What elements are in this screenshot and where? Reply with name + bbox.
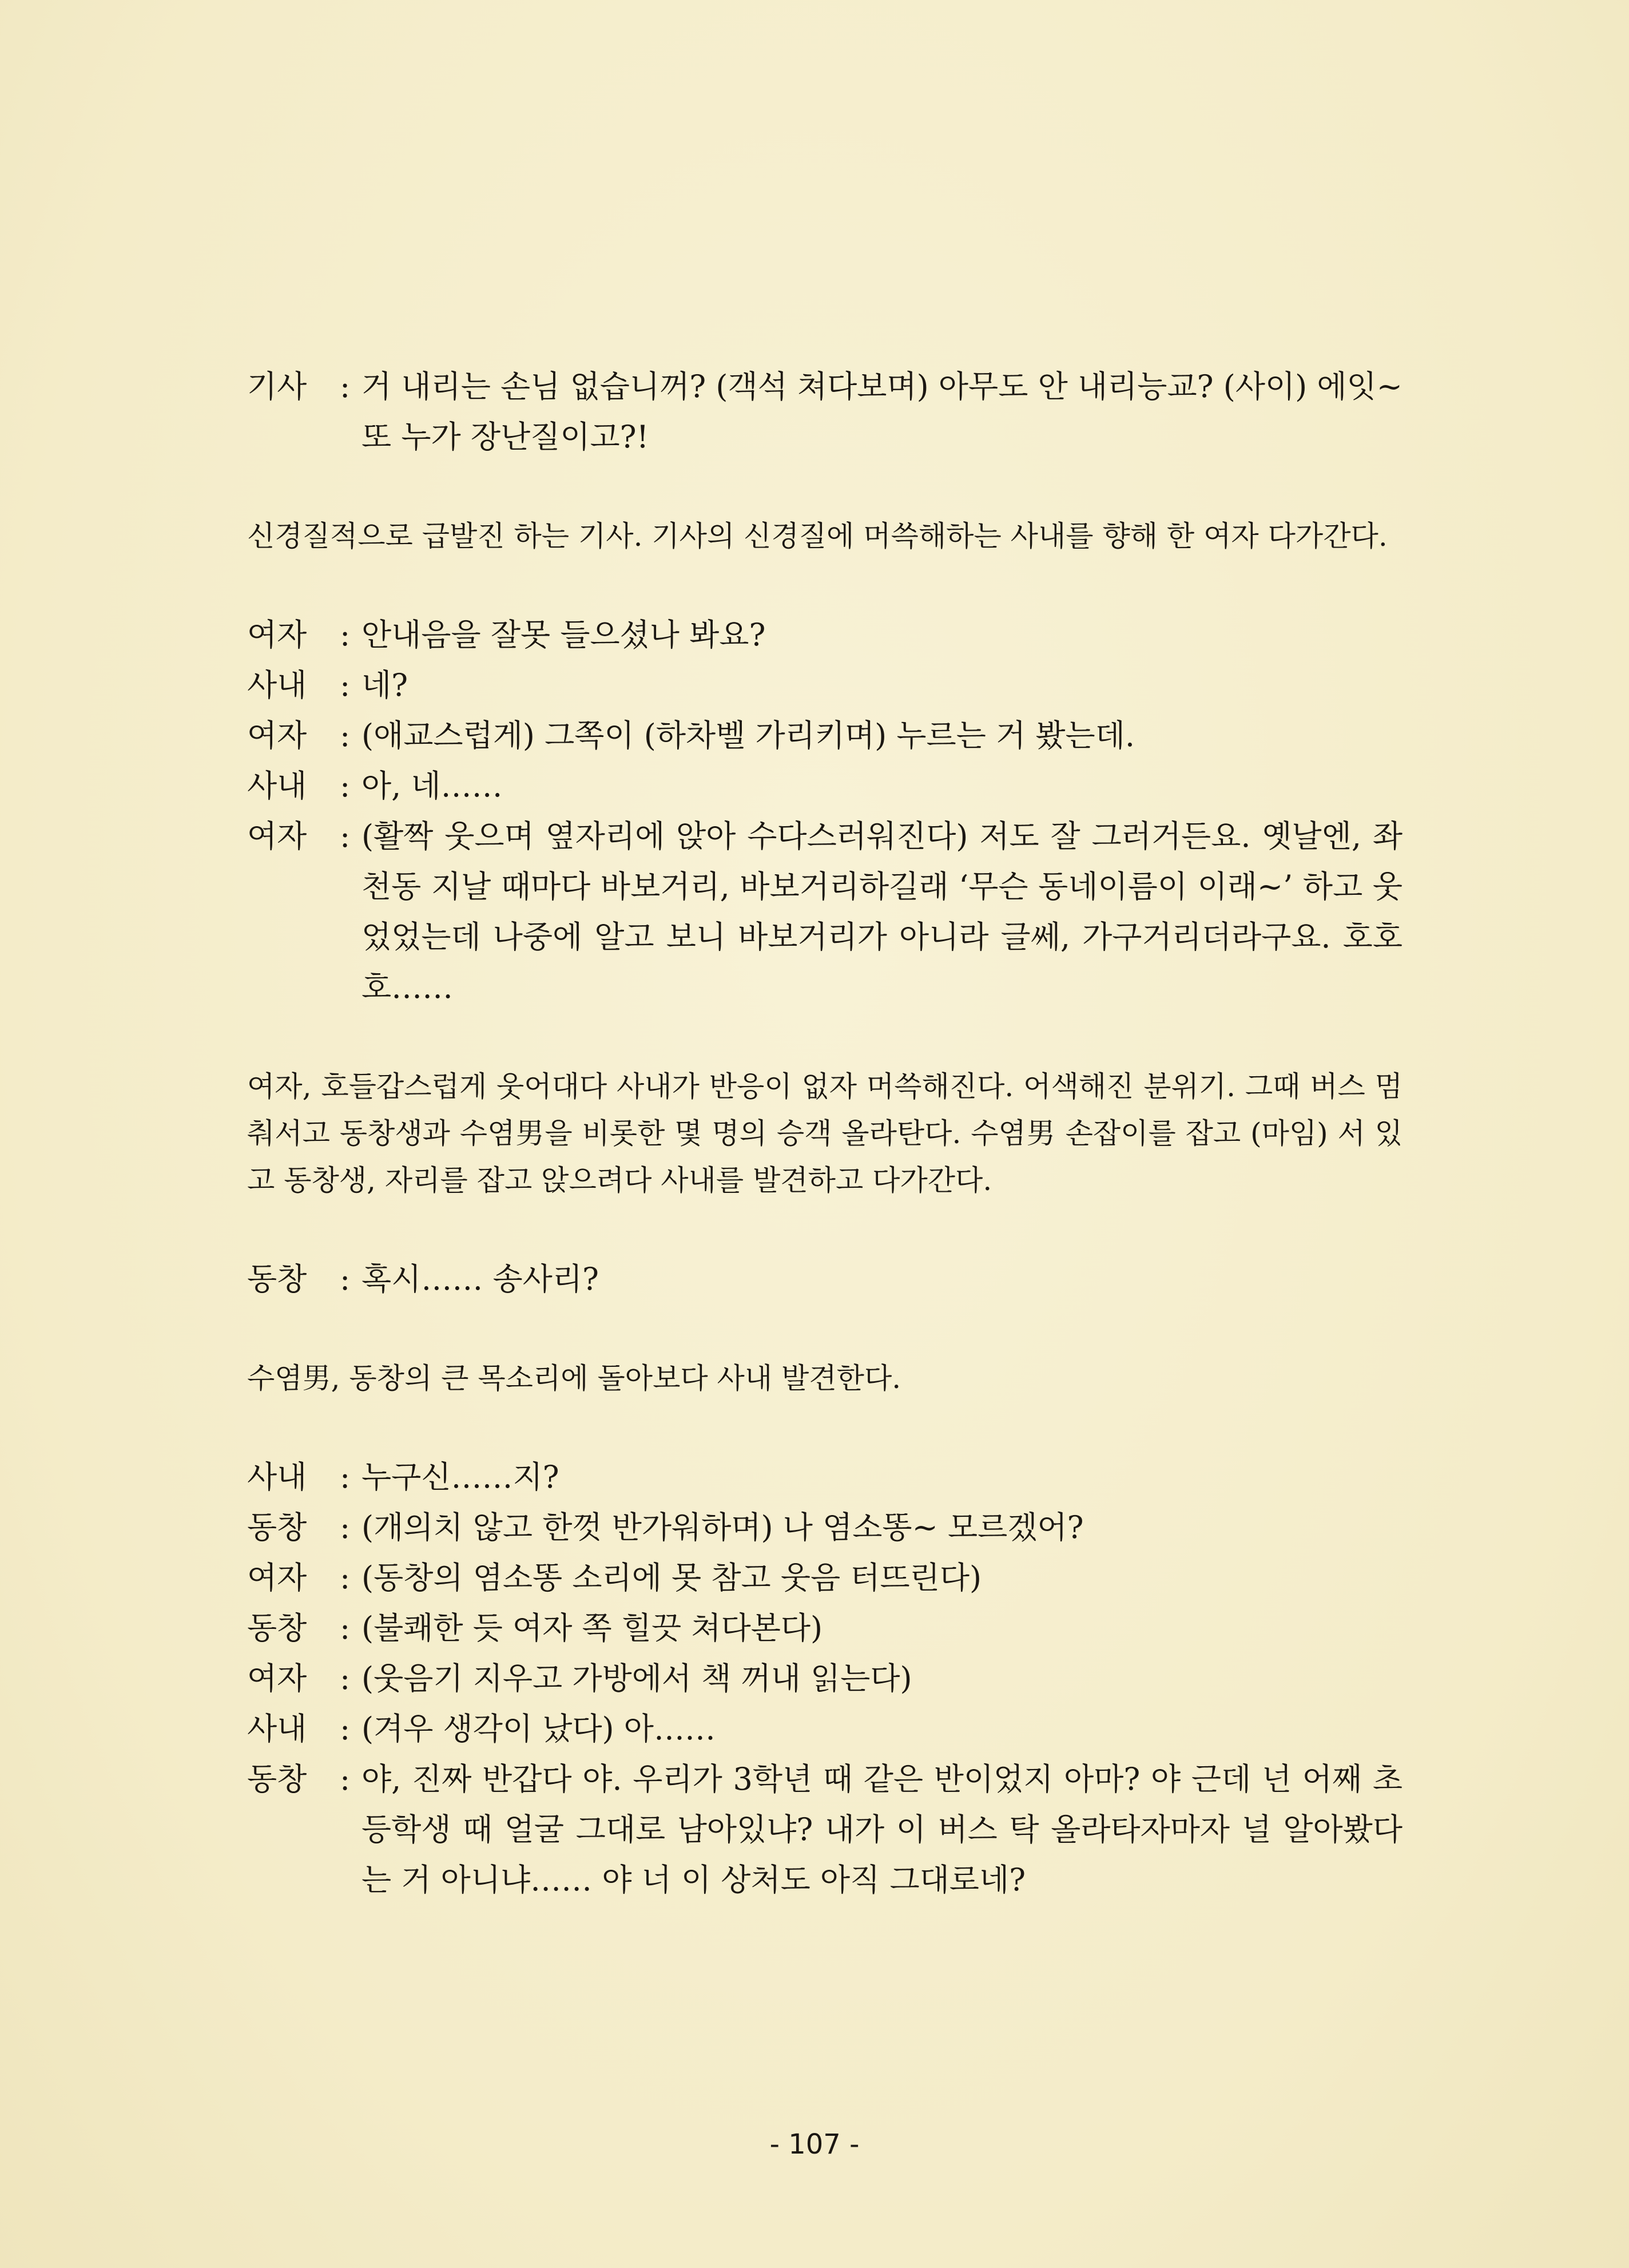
dialogue-line — [247, 1254, 1402, 1305]
speaker-colon: : — [340, 818, 351, 854]
dialogue-line — [247, 711, 1402, 761]
speaker-name: 사내 — [247, 768, 307, 804]
speaker-colon: : — [340, 667, 351, 703]
paragraph-gap — [247, 1305, 1402, 1355]
dialogue-line — [247, 610, 1402, 660]
speaker-colon: : — [340, 1459, 351, 1495]
dialogue-line — [247, 1452, 1402, 1502]
dialogue-text: 안내음을 잘못 들으셨나 봐요? — [361, 617, 766, 653]
speaker-colon: : — [340, 1660, 351, 1696]
dialogue-line — [247, 362, 1402, 462]
dialogue-text: (활짝 웃으며 옆자리에 앉아 수다스러워진다) 저도 잘 그러거든요. 옛날엔, 좌천동 지날 때마다 바보거리, 바보거리하길래 ‘무슨 동네이름이 이래~’ 하고 웃었었는데 나중에 알고 보니 바보거리가 아니라 글쎄, 가구거리더라구요. 호호호…… — [361, 818, 1402, 1005]
stage-direction: 수염男, 동창의 큰 목소리에 돌아보다 사내 발견한다. — [247, 1362, 901, 1395]
page-number: - 107 - — [769, 2128, 860, 2160]
dialogue-text: 누구신……지? — [361, 1459, 559, 1495]
speaker-colon: : — [340, 1711, 351, 1747]
dialogue-text: (불쾌한 듯 여자 쪽 힐끗 쳐다본다) — [361, 1610, 823, 1646]
speaker-colon: : — [340, 768, 351, 804]
dialogue-line — [247, 660, 1402, 711]
paragraph-gap — [247, 1402, 1402, 1452]
dialogue-line — [247, 1603, 1402, 1654]
speaker-name: 사내 — [247, 667, 307, 703]
speaker-colon: : — [340, 717, 351, 754]
speaker-name: 사내 — [247, 1711, 307, 1747]
dialogue-text: 네? — [361, 667, 408, 703]
dialogue-text: 아, 네…… — [361, 768, 503, 804]
speaker-colon: : — [340, 368, 351, 405]
speaker-colon: : — [340, 1560, 351, 1596]
dialogue-text: (겨우 생각이 났다) 아…… — [361, 1711, 716, 1747]
dialogue-line — [247, 1654, 1402, 1704]
speaker-colon: : — [340, 617, 351, 653]
dialogue-text: (동창의 염소똥 소리에 못 참고 웃음 터뜨린다) — [361, 1560, 982, 1596]
speaker-colon: : — [340, 1261, 351, 1297]
speaker-colon: : — [340, 1761, 351, 1797]
speaker-colon: : — [340, 1610, 351, 1646]
paragraph-gap — [247, 1204, 1402, 1254]
speaker-name: 동창 — [247, 1761, 307, 1797]
speaker-name: 여자 — [247, 717, 307, 754]
speaker-name: 여자 — [247, 617, 307, 653]
dialogue-text: 거 내리는 손님 없습니꺼? (객석 쳐다보며) 아무도 안 내리능교? (사이) 에잇~ 또 누가 장난질이고?! — [361, 368, 1402, 455]
dialogue-line — [247, 1704, 1402, 1754]
dialogue-text: (개의치 않고 한껏 반가워하며) 나 염소똥~ 모르겠어? — [361, 1509, 1084, 1545]
dialogue-text: 혹시…… 송사리? — [361, 1261, 599, 1297]
speaker-name: 여자 — [247, 818, 307, 854]
speaker-name: 사내 — [247, 1459, 307, 1495]
speaker-name: 여자 — [247, 1560, 307, 1596]
paragraph-gap — [247, 560, 1402, 610]
dialogue-text: (애교스럽게) 그쪽이 (하차벨 가리키며) 누르는 거 봤는데. — [361, 717, 1135, 754]
paragraph-gap — [247, 462, 1402, 513]
dialogue-text: (웃음기 지우고 가방에서 책 꺼내 읽는다) — [361, 1660, 912, 1696]
dialogue-text: 야, 진짜 반갑다 야. 우리가 3학년 때 같은 반이었지 아마? 야 근데 넌 어째 초등학생 때 얼굴 그대로 남아있냐? 내가 이 버스 탁 올라타자마자 널 알아봤다는 거 아니냐…… 야 너 이 상처도 아직 그대로네? — [361, 1761, 1402, 1898]
speaker-colon: : — [340, 1509, 351, 1545]
script-body — [247, 362, 1402, 1905]
dialogue-line — [247, 811, 1402, 1013]
speaker-name: 여자 — [247, 1660, 307, 1696]
dialogue-line — [247, 1754, 1402, 1905]
speaker-name: 동창 — [247, 1509, 307, 1545]
dialogue-line — [247, 1553, 1402, 1603]
paragraph-gap — [247, 1013, 1402, 1063]
speaker-name: 기사 — [247, 368, 307, 405]
dialogue-line — [247, 1502, 1402, 1553]
stage-direction: 여자, 호들갑스럽게 웃어대다 사내가 반응이 없자 머쓱해진다. 어색해진 분위기. 그때 버스 멈춰서고 동창생과 수염男을 비롯한 몇 명의 승객 올라탄다. 수염男 손잡이를 잡고 (마임) 서 있고 동창생, 자리를 잡고 앉으려다 사내를 발견하고 다가간다. — [247, 1070, 1402, 1197]
speaker-name: 동창 — [247, 1610, 307, 1646]
dialogue-line — [247, 761, 1402, 811]
stage-direction: 신경질적으로 급발진 하는 기사. 기사의 신경질에 머쓱해하는 사내를 향해 한 여자 다가간다. — [247, 520, 1388, 553]
speaker-name: 동창 — [247, 1261, 307, 1297]
